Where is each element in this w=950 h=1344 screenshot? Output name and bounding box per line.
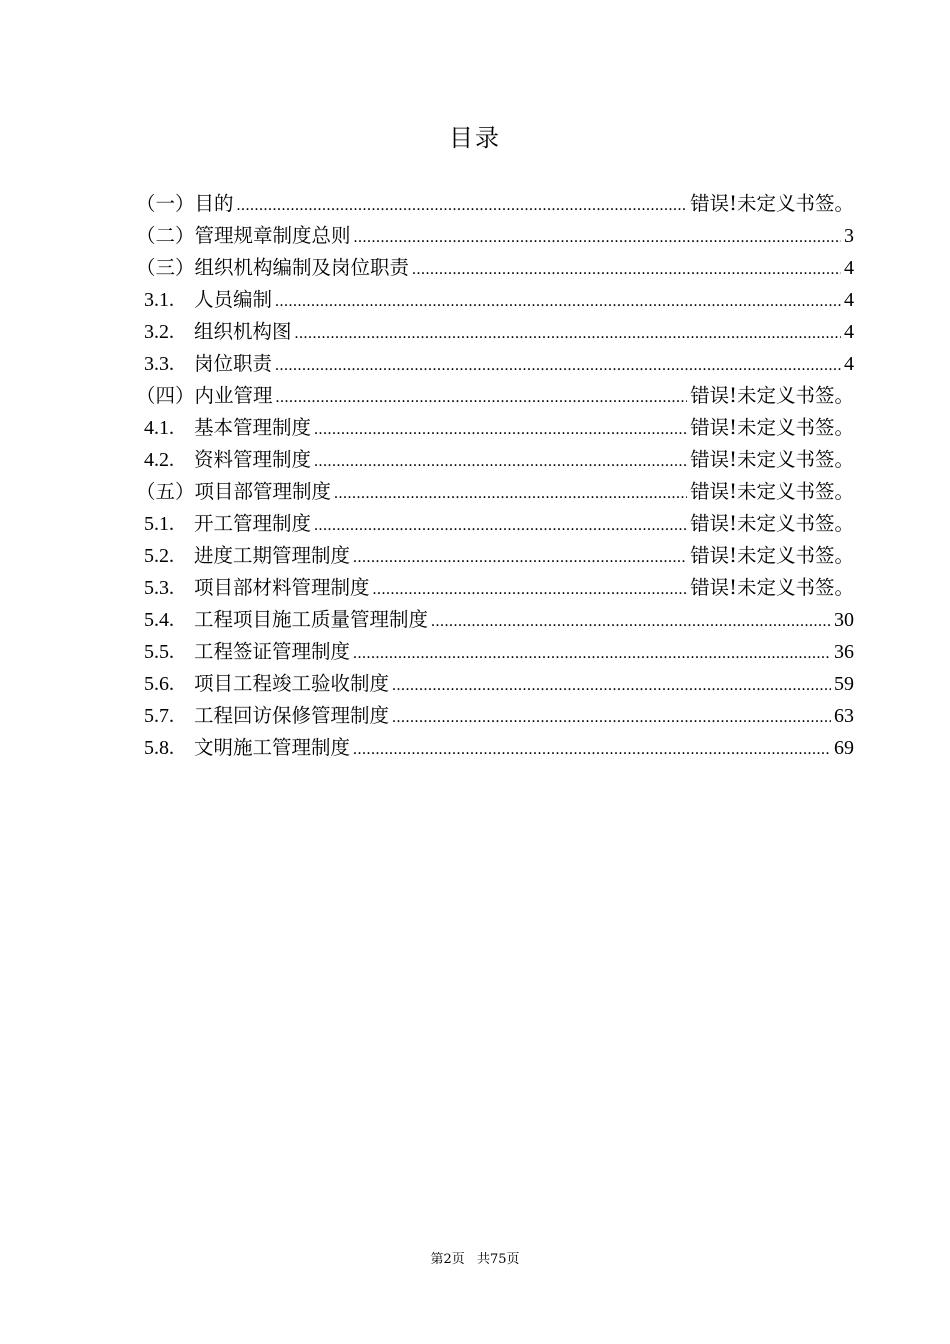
toc-entry-page: 30 — [834, 609, 854, 631]
toc-entry-number: 3.1. — [144, 289, 174, 311]
toc-entry-page: 错误!未定义书签。 — [690, 576, 854, 599]
toc-entry[interactable] — [136, 412, 854, 444]
toc-entry[interactable] — [136, 284, 854, 316]
toc-entry-number: 3.3. — [144, 353, 174, 375]
toc-entry-page: 4 — [844, 257, 854, 279]
toc-entry-title: 岗位职责 — [194, 352, 273, 375]
toc-dot-leader — [392, 670, 831, 702]
toc-entry-number: 4.1. — [144, 417, 174, 439]
toc-entry-page: 4 — [844, 321, 854, 343]
toc-entry-page: 错误!未定义书签。 — [690, 416, 854, 439]
toc-entry-page: 错误!未定义书签。 — [690, 512, 854, 535]
toc-dot-leader — [334, 478, 687, 510]
toc-dot-leader — [275, 350, 841, 382]
toc-entry[interactable] — [136, 316, 854, 348]
toc-entry-title: 内业管理 — [194, 384, 273, 407]
toc-entry[interactable] — [136, 348, 854, 380]
toc-dot-leader — [353, 542, 687, 574]
toc-entry-title: 组织机构编制及岗位职责 — [194, 256, 410, 279]
toc-entry-page: 错误!未定义书签。 — [690, 480, 854, 503]
toc-dot-leader — [353, 734, 831, 766]
toc-entry-title: 资料管理制度 — [194, 448, 312, 471]
toc-entry[interactable] — [136, 444, 854, 476]
toc-entry-title: 开工管理制度 — [194, 512, 312, 535]
toc-entry-title: 项目部管理制度 — [194, 480, 332, 503]
toc-dot-leader — [295, 318, 841, 350]
toc-entry-number: （四） — [136, 384, 195, 407]
toc-entry-title: 文明施工管理制度 — [194, 736, 351, 759]
toc-entry-number: 5.3. — [144, 577, 174, 599]
toc-entry-page: 错误!未定义书签。 — [690, 384, 854, 407]
toc-entry-title: 目的 — [194, 192, 234, 215]
toc-entry[interactable] — [136, 188, 854, 220]
total-pages: 共75页 — [476, 1252, 520, 1267]
toc-dot-leader — [354, 222, 841, 254]
toc-entry-title: 项目部材料管理制度 — [194, 576, 370, 599]
toc-entry-page: 36 — [834, 641, 854, 663]
toc-dot-leader — [353, 638, 831, 670]
toc-entry-page: 错误!未定义书签。 — [690, 192, 854, 215]
toc-entry-page: 63 — [834, 705, 854, 727]
toc-entry-number: 5.7. — [144, 705, 174, 727]
page-number: 第2页 — [430, 1252, 465, 1267]
toc-entry-page: 错误!未定义书签。 — [690, 544, 854, 567]
toc-dot-leader — [237, 190, 688, 222]
toc-dot-leader — [314, 414, 687, 446]
toc-entry[interactable] — [136, 476, 854, 508]
toc-entry-title: 人员编制 — [194, 288, 273, 311]
toc-entry-title: 项目工程竣工验收制度 — [194, 672, 390, 695]
toc-entry-title: 基本管理制度 — [194, 416, 312, 439]
toc-entry-page: 69 — [834, 737, 854, 759]
toc-entry-number: 5.5. — [144, 641, 174, 663]
toc-entry-title: 组织机构图 — [194, 320, 292, 343]
toc-entry-number: 5.4. — [144, 609, 174, 631]
toc-entry-title: 工程回访保修管理制度 — [194, 704, 390, 727]
toc-entry-number: 5.1. — [144, 513, 174, 535]
table-of-contents — [136, 188, 854, 764]
toc-entry-number: 4.2. — [144, 449, 174, 471]
toc-dot-leader — [412, 254, 841, 286]
toc-entry-number: （五） — [136, 480, 195, 503]
toc-entry[interactable] — [136, 668, 854, 700]
toc-entry-title: 工程签证管理制度 — [194, 640, 351, 663]
toc-dot-leader — [373, 574, 688, 606]
toc-entry[interactable] — [136, 732, 854, 764]
toc-entry[interactable] — [136, 572, 854, 604]
toc-entry-title: 管理规章制度总则 — [194, 224, 351, 247]
toc-entry-page: 错误!未定义书签。 — [690, 448, 854, 471]
toc-entry[interactable] — [136, 508, 854, 540]
toc-entry-title: 进度工期管理制度 — [194, 544, 351, 567]
toc-dot-leader — [275, 286, 841, 318]
toc-entry-number: （一） — [136, 192, 195, 215]
toc-entry-number: 5.6. — [144, 673, 174, 695]
toc-dot-leader — [314, 510, 687, 542]
toc-entry[interactable] — [136, 540, 854, 572]
toc-entry-number: 3.2. — [144, 321, 174, 343]
toc-dot-leader — [392, 702, 831, 734]
toc-entry-title: 工程项目施工质量管理制度 — [194, 608, 429, 631]
toc-entry[interactable] — [136, 252, 854, 284]
toc-dot-leader — [431, 606, 831, 638]
toc-entry-number: 5.2. — [144, 545, 174, 567]
toc-entry-page: 4 — [844, 289, 854, 311]
toc-entry-page: 59 — [834, 673, 854, 695]
toc-entry-number: （三） — [136, 256, 195, 279]
toc-entry[interactable] — [136, 604, 854, 636]
toc-entry[interactable] — [136, 220, 854, 252]
page-title: 目录 — [449, 124, 501, 152]
toc-dot-leader — [276, 382, 688, 414]
toc-dot-leader — [314, 446, 687, 478]
page-footer — [0, 1248, 950, 1267]
toc-entry[interactable] — [136, 700, 854, 732]
toc-entry[interactable] — [136, 380, 854, 412]
toc-entry[interactable] — [136, 636, 854, 668]
toc-entry-page: 4 — [844, 353, 854, 375]
toc-entry-number: （二） — [136, 224, 195, 247]
toc-entry-number: 5.8. — [144, 737, 174, 759]
toc-entry-page: 3 — [844, 225, 854, 247]
